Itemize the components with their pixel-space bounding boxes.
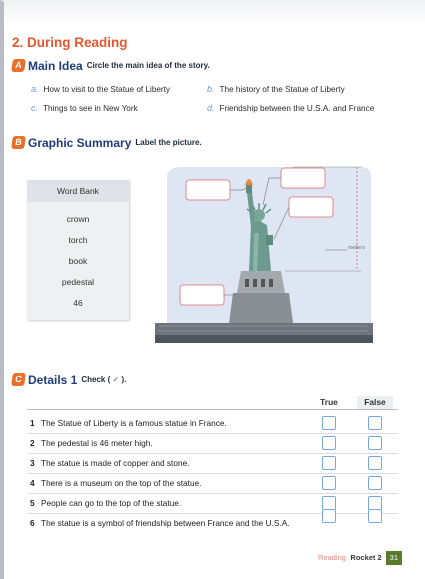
column-true: True xyxy=(320,397,338,407)
word-bank-word: crown xyxy=(66,214,90,224)
false-checkbox[interactable] xyxy=(368,416,382,430)
torch-handle xyxy=(246,185,252,193)
statement-text: There is a museum on the top of the statue. xyxy=(41,478,202,488)
row-divider xyxy=(27,433,398,434)
option-b[interactable] xyxy=(207,84,345,94)
statement-row xyxy=(30,478,202,488)
part-c-badge: C xyxy=(11,373,26,386)
false-checkbox[interactable] xyxy=(368,456,382,470)
statement-text: People can go to the top of the statue. xyxy=(41,498,182,508)
statue-figure xyxy=(153,163,375,345)
option-letter: a. xyxy=(31,84,39,94)
part-b-title: Graphic Summary xyxy=(28,135,132,150)
false-checkbox[interactable] xyxy=(368,476,382,490)
statement-number: 3 xyxy=(30,458,35,468)
footer-book: Rocket 2 xyxy=(350,553,382,562)
part-b-heading xyxy=(12,134,202,152)
statement-row xyxy=(30,458,190,468)
option-letter: c. xyxy=(31,103,39,113)
option-letter: d. xyxy=(207,103,215,113)
option-c[interactable] xyxy=(31,103,138,113)
check-mark-icon: ✓ xyxy=(112,375,120,385)
word-bank-word: torch xyxy=(68,235,88,245)
statement-number: 6 xyxy=(30,518,35,528)
option-d[interactable] xyxy=(207,103,374,113)
statement-row xyxy=(30,438,153,448)
word-bank xyxy=(27,180,129,320)
header-rule xyxy=(27,409,398,410)
statement-number: 1 xyxy=(30,418,35,428)
statement-row xyxy=(30,498,181,508)
part-c-title: Details 1 xyxy=(28,372,78,387)
option-text: How to visit to the Statue of Liberty xyxy=(43,85,171,94)
statement-text: The statue is a symbol of friendship between France and the U.S.A. xyxy=(41,518,290,528)
row-divider xyxy=(27,473,398,474)
option-a[interactable] xyxy=(31,84,170,94)
word-bank-word: pedestal xyxy=(61,277,95,287)
true-checkbox[interactable] xyxy=(322,416,336,430)
statement-row xyxy=(30,418,227,428)
false-checkbox[interactable] xyxy=(368,496,382,510)
label-box-crown xyxy=(281,168,325,188)
option-text: Things to see in New York xyxy=(43,104,138,113)
ground-base-shadow xyxy=(155,335,373,343)
top-strip xyxy=(4,0,425,26)
row-divider xyxy=(27,513,398,514)
pedestal-window xyxy=(261,279,265,287)
option-text: The history of the Statue of Liberty xyxy=(219,85,345,94)
pedestal-window xyxy=(269,279,273,287)
false-checkbox[interactable] xyxy=(368,509,382,523)
ground-base xyxy=(155,323,373,335)
row-divider xyxy=(27,493,398,494)
footer-series: Reading xyxy=(318,553,346,562)
part-c-instruction-end: ). xyxy=(121,375,127,385)
pedestal-window xyxy=(245,279,249,287)
column-false: False xyxy=(357,396,393,409)
section-title: 2. During Reading xyxy=(12,35,128,50)
false-checkbox[interactable] xyxy=(368,436,382,450)
pedestal-window xyxy=(253,279,257,287)
true-checkbox[interactable] xyxy=(322,496,336,510)
part-c-instruction-start: Check ( xyxy=(81,375,111,385)
row-divider xyxy=(27,453,398,454)
true-checkbox[interactable] xyxy=(322,476,336,490)
statement-text: The statue is made of copper and stone. xyxy=(41,458,190,468)
part-a-title: Main Idea xyxy=(28,58,83,73)
label-box-torch xyxy=(186,180,230,200)
part-a-badge: A xyxy=(11,59,26,72)
page-footer xyxy=(318,549,402,563)
statement-row xyxy=(30,518,290,528)
statement-text: The Statue of Liberty is a famous statue in France. xyxy=(41,418,227,428)
true-checkbox[interactable] xyxy=(322,456,336,470)
statement-text: The pedestal is 46 meter high. xyxy=(41,438,153,448)
true-checkbox[interactable] xyxy=(322,509,336,523)
word-bank-title: Word Bank xyxy=(27,180,129,202)
statement-number: 4 xyxy=(30,478,35,488)
statement-number: 5 xyxy=(30,498,35,508)
label-box-book xyxy=(289,197,333,217)
part-a-instruction: Circle the main idea of the story. xyxy=(86,61,210,71)
label-box-pedestal xyxy=(180,285,224,305)
option-letter: b. xyxy=(207,84,215,94)
part-c-heading xyxy=(12,371,126,389)
page-number: 31 xyxy=(386,551,402,565)
part-b-instruction: Label the picture. xyxy=(135,138,202,148)
statement-number: 2 xyxy=(30,438,35,448)
statue-book xyxy=(266,235,273,245)
part-c-instruction xyxy=(81,375,126,384)
part-a-heading xyxy=(12,57,210,75)
part-b-badge: B xyxy=(11,136,26,149)
word-bank-word: 46 xyxy=(73,298,83,308)
option-text: Friendship between the U.S.A. and France xyxy=(219,104,375,113)
meters-label: meters xyxy=(348,245,366,251)
word-bank-word: book xyxy=(68,256,88,266)
true-checkbox[interactable] xyxy=(322,436,336,450)
pedestal-lower xyxy=(229,293,293,323)
